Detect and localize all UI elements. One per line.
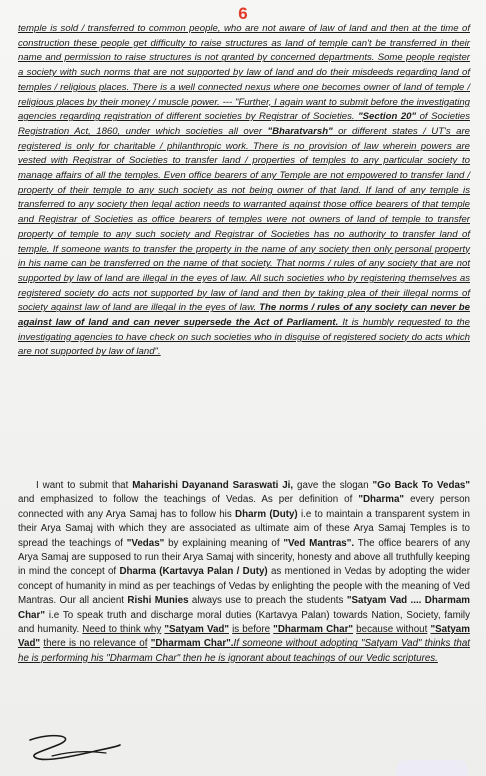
- ved-mantras-term: "Ved Mantras".: [283, 537, 355, 549]
- para2-text-10: i.e To speak truth and discharge moral duties (Kartavya Palan) towards Nation, Society, family and humanity.: [18, 609, 470, 636]
- para2-text-3: and emphasized to follow the teachings of Vedas. As per definition of: [18, 494, 353, 506]
- para2-underlined-bold-1: "Satyam Vad": [164, 624, 230, 636]
- para2-underlined-4: there is no relevance of: [43, 638, 148, 650]
- edge-mark: [396, 760, 468, 776]
- para2-text-5: i.e to maintain a transparent system in their Arya Samaj with which they are associated as ultimate aim of these Arya Samaj Temples is to spread the teachings of: [18, 508, 470, 549]
- para2-underlined-1: Need to think why: [82, 624, 162, 636]
- para2-underlined-2: is before: [232, 624, 271, 636]
- para2-text-9: always use to preach the students: [191, 595, 344, 607]
- para2-underlined-bold-2: "Dharmam Char": [273, 624, 354, 636]
- norms-statement: The norms / rules of any society can never be against law of land and can never supersede the Act of Parliament.: [18, 302, 470, 329]
- satyam-vad-slogan: "Satyam Vad .... Dharmam Char": [18, 595, 470, 621]
- para2-underlined-bold-3: "Satyam Vad": [18, 624, 470, 650]
- bharatvarsh-ref: "Bharatvarsh": [267, 125, 333, 137]
- para2-text-8: as mentioned in Vedas by adopting the wider concept of humanity in mind as per teachings of Vedas by enlighting the people with the meaning of Ved Mantras. Our all ancient: [18, 566, 470, 607]
- para2-text-2: gave the slogan: [297, 480, 369, 491]
- rishi-munies-term: Rishi Munies: [127, 595, 189, 607]
- para1-text-2: of Societies Registration Act, 1860, under which societies all over: [18, 111, 470, 137]
- para2-text-4: every person connected with any Arya Samaj has to follow his: [18, 494, 470, 520]
- page-number: 6: [238, 4, 248, 23]
- section-20-ref: "Section 20": [358, 111, 417, 123]
- slogan-go-back: "Go Back To Vedas": [372, 480, 471, 491]
- para1-text-1: temple is sold / transferred to common people, who are not aware of law of land and then at the time of construction these people get difficulty to raise structures as land of temple can't be transferred in their name and permission to raise structures is not granted by concerned departments. Some people register a society with such norms that are not supported by law of land and do their misdeeds regarding land of temples / religious places. There is a well connected nexus where one becomes owner of land of temple / religious places by their money / muscle power. --- "Further, I again want to submit before the investigating agencies regarding registration of different societies by Registrar of Societies.: [18, 23, 470, 123]
- para2-underlined-3: because without: [356, 624, 428, 636]
- para1-text-3: or different states / UT's are registered is only for charitable / philanthropic work. There is no provision of law wherein powers are vested with Registrar of Societies to transfer land / properties of temples to any particular society to manage affairs of all the temples. Even office bearers of any Temple are not empowered to transfer land / property of their temple to any such society as not being owner of that land. If land of any temple is transferred to any society then legal action needs to warranted against those office bearers of that temple and Registrar of Societies as office bearers of temples were not owners of land of temple to transfer property of temple to any such society and Registrar of Societies has no authority to transfer land of temple. If someone wants to transfer the property in the name of any society then only personal property in his name can be transferred on the name of that society. That norms / rules of any society that are not supported by law of land are illegal in the eyes of law. All such societies who by registering themselves as registered society do acts not supported by law of land and then by taking plea of their illegal norms of society against law of land are illegal in the eyes of law.: [18, 125, 470, 314]
- para2-closing-italic: If someone without adopting "Satyam Vad" thinks that he is performing his "Dharmam Char" then he is ignorant about teachings of our Vedic scriptures.: [18, 638, 470, 664]
- vedas-term: "Vedas": [126, 537, 165, 549]
- paragraph-2: [18, 479, 470, 666]
- para1-text-4: It is humbly requested to the investigating agencies to have check on such societies who in disguise of registered society do acts which are not supported by law of land".: [18, 317, 470, 358]
- para2-underlined-bold-4: "Dharmam Char".: [150, 638, 234, 650]
- para2-text-6: by explaining meaning of: [168, 537, 280, 549]
- dayanand-name: Maharishi Dayanand Saraswati Ji,: [132, 480, 294, 491]
- dharma-term: "Dharma": [358, 494, 405, 506]
- kartavya-term: Dharma (Kartavya Palan / Duty): [119, 566, 268, 578]
- para2-text-1: I want to submit that: [36, 480, 129, 491]
- para2-text-7: The office bearers of any Arya Samaj are supposed to run their Arya Samaj with sincerity, honesty and above all truthfully keeping in mind the concept of: [18, 537, 470, 578]
- signature-icon: [22, 732, 122, 766]
- paragraph-1: [18, 22, 470, 360]
- dharm-duty-term: Dharm (Duty): [235, 508, 298, 520]
